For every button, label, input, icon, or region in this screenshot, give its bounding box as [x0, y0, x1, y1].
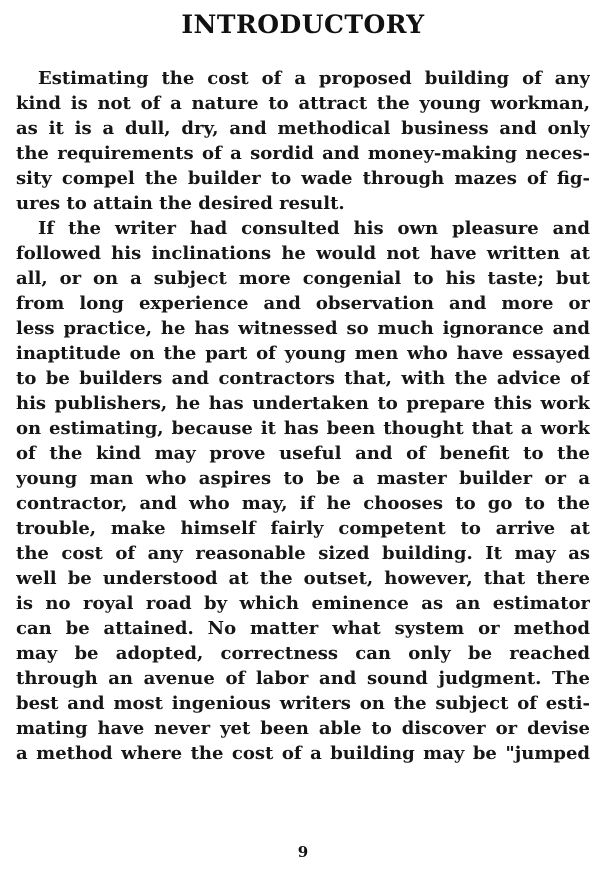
text-line: as it is a dull, dry, and methodical business and only — [16, 118, 590, 139]
text-line: ures to attain the desired result. — [16, 193, 345, 214]
text-line: all, or on a subject more congenial to his taste; but — [16, 268, 590, 289]
text-line: his publishers, he has undertaken to prepare this work — [16, 393, 590, 414]
text-line: well be understood at the outset, however, that there — [16, 568, 590, 589]
chapter-title: INTRODUCTORY — [181, 10, 425, 39]
text-line: is no royal road by which eminence as an estimator — [16, 593, 590, 614]
text-line: contractor, and who may, if he chooses to go to the — [16, 493, 590, 514]
paragraph-2 — [16, 216, 590, 766]
text-line: through an avenue of labor and sound judgment. The — [16, 668, 590, 689]
text-line: young man who aspires to be a master builder or a — [16, 468, 590, 489]
text-line: to be builders and contractors that, with the advice of — [16, 368, 590, 389]
text-line: on estimating, because it has been thought that a work — [16, 418, 590, 439]
text-line: If the writer had consulted his own pleasure and — [38, 218, 590, 239]
paragraph-1 — [16, 66, 590, 216]
text-line: best and most ingenious writers on the subject of esti- — [16, 693, 590, 714]
text-line: followed his inclinations he would not have written at — [16, 243, 590, 264]
text-line: from long experience and observation and more or — [16, 293, 590, 314]
text-line: mating have never yet been able to discover or devise — [16, 718, 590, 739]
text-line: can be attained. No matter what system or method — [16, 618, 590, 639]
body-text — [16, 66, 590, 766]
text-line: less practice, he has witnessed so much ignorance and — [16, 318, 590, 339]
text-line: a method where the cost of a building may be "jumped — [16, 743, 590, 764]
page-number: 9 — [297, 843, 309, 861]
text-line: may be adopted, correctness can only be reached — [16, 643, 590, 664]
book-page — [16, 0, 590, 876]
text-line: trouble, make himself fairly competent to arrive at — [16, 518, 590, 539]
text-line: inaptitude on the part of young men who have essayed — [16, 343, 590, 364]
text-line: the requirements of a sordid and money-making neces- — [16, 143, 590, 164]
text-line: of the kind may prove useful and of benefit to the — [16, 443, 590, 464]
text-line: sity compel the builder to wade through mazes of fig- — [16, 168, 590, 189]
text-line: the cost of any reasonable sized building. It may as — [16, 543, 590, 564]
text-line: Estimating the cost of a proposed building of any — [38, 68, 590, 89]
text-line: kind is not of a nature to attract the young workman, — [16, 93, 590, 114]
